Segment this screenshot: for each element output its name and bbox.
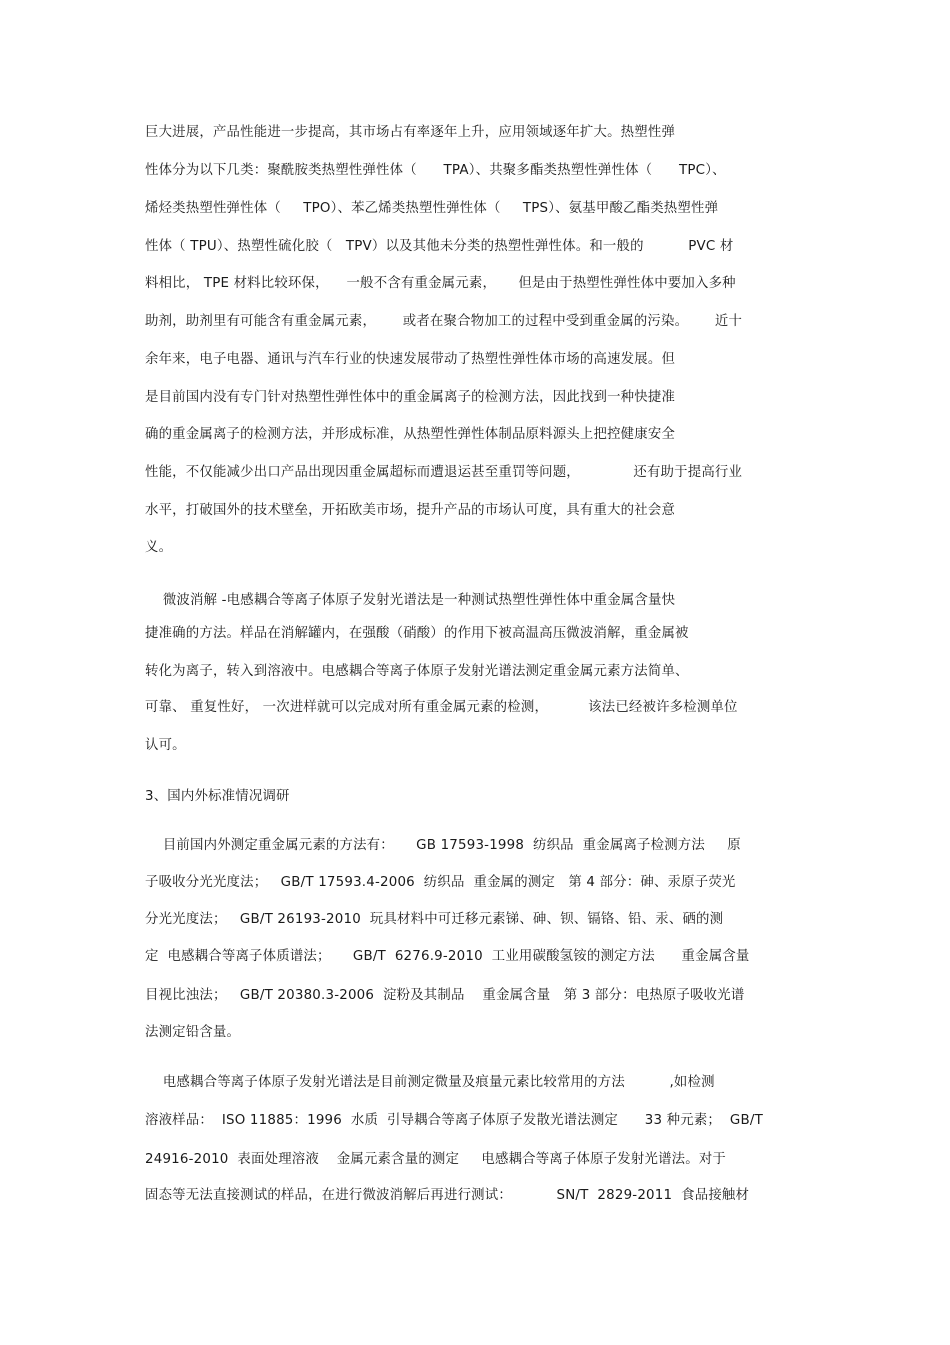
text-line: 转化为离子，转入到溶液中。电感耦合等离子体原子发射光谱法测定重金属元素方法简单、 [145,664,689,679]
text-line: 定 电感耦合等离子体质谱法； GB/T 6276.9-2010 工业用碳酸氢铵的测定方法 重金属含量 [145,949,750,964]
text-line: 烯烃类热塑性弹性体（ TPO）、苯乙烯类热塑性弹性体（ TPS）、氨基甲酸乙酯类热塑性弹 [145,201,719,216]
text-line: 子吸收分光光度法； GB/T 17593.4-2006 纺织品 重金属的测定 第 4 部分：砷、汞原子荧光 [145,875,736,890]
text-line: 料相比， TPE 材料比较环保， 一般不含有重金属元素， 但是由于热塑性弹性体中要加入多种 [145,276,736,291]
text-line: 固态等无法直接测试的样品，在进行微波消解后再进行测试： SN/T 2829-2011 食品接触材 [145,1188,750,1203]
text-line: 电感耦合等离子体原子发射光谱法是目前测定微量及痕量元素比较常用的方法 ,如检测 [145,1075,715,1090]
text-line: 余年来，电子电器、通讯与汽车行业的快速发展带动了热塑性弹性体市场的高速发展。但 [145,352,676,367]
text-line: 确的重金属离子的检测方法，并形成标准，从热塑性弹性体制品原料源头上把控健康安全 [145,427,676,442]
text-line: 24916-2010 表面处理溶液 金属元素含量的测定 电感耦合等离子体原子发射光谱法。对于 [145,1152,727,1167]
text-line: 目前国内外测定重金属元素的方法有： GB 17593-1998 纺织品 重金属离子检测方法 原 [145,838,741,853]
text-line: 法测定铅含量。 [145,1025,241,1040]
text-line: 义。 [145,540,173,555]
text-line: 分光光度法； GB/T 26193-2010 玩具材料中可迁移元素锑、砷、钡、镉铬、铅、汞、硒的测 [145,912,724,927]
text-line: 微波消解 -电感耦合等离子体原子发射光谱法是一种测试热塑性弹性体中重金属含量快 [145,593,676,608]
text-line: 捷准确的方法。样品在消解罐内，在强酸（硝酸）的作用下被高温高压微波消解，重金属被 [145,626,689,641]
text-line: 认可。 [145,738,186,753]
text-line: 可靠、 重复性好， 一次进样就可以完成对所有重金属元素的检测， 该法已经被许多检测单位 [145,700,738,715]
text-line: 水平，打破国外的技术壁垒，开拓欧美市场，提升产品的市场认可度，具有重大的社会意 [145,503,676,518]
text-line: 是目前国内没有专门针对热塑性弹性体中的重金属离子的检测方法，因此找到一种快捷准 [145,390,676,405]
text-line: 性体（ TPU）、热塑性硫化胶（ TPV）以及其他未分类的热塑性弹性体。和一般的 PVC 材 [145,239,734,254]
text-line: 巨大进展，产品性能进一步提高，其市场占有率逐年上升，应用领域逐年扩大。热塑性弹 [145,125,676,140]
section-heading: 3、国内外标准情况调研 [145,789,290,804]
text-line: 性能，不仅能减少出口产品出现因重金属超标而遭退运甚至重罚等问题， 还有助于提高行业 [145,465,743,480]
text-line: 溶液样品： ISO 11885：1996 水质 引导耦合等离子体原子发散光谱法测定 33 种元素； GB/T [145,1113,763,1128]
text-line: 助剂，助剂里有可能含有重金属元素， 或者在聚合物加工的过程中受到重金属的污染。 近十 [145,314,743,329]
text-line: 目视比浊法； GB/T 20380.3-2006 淀粉及其制品 重金属含量 第 3 部分：电热原子吸收光谱 [145,988,745,1003]
text-line: 性体分为以下几类：聚酰胺类热塑性弹性体（ TPA）、共聚多酯类热塑性弹性体（ TPC）、 [145,163,726,178]
